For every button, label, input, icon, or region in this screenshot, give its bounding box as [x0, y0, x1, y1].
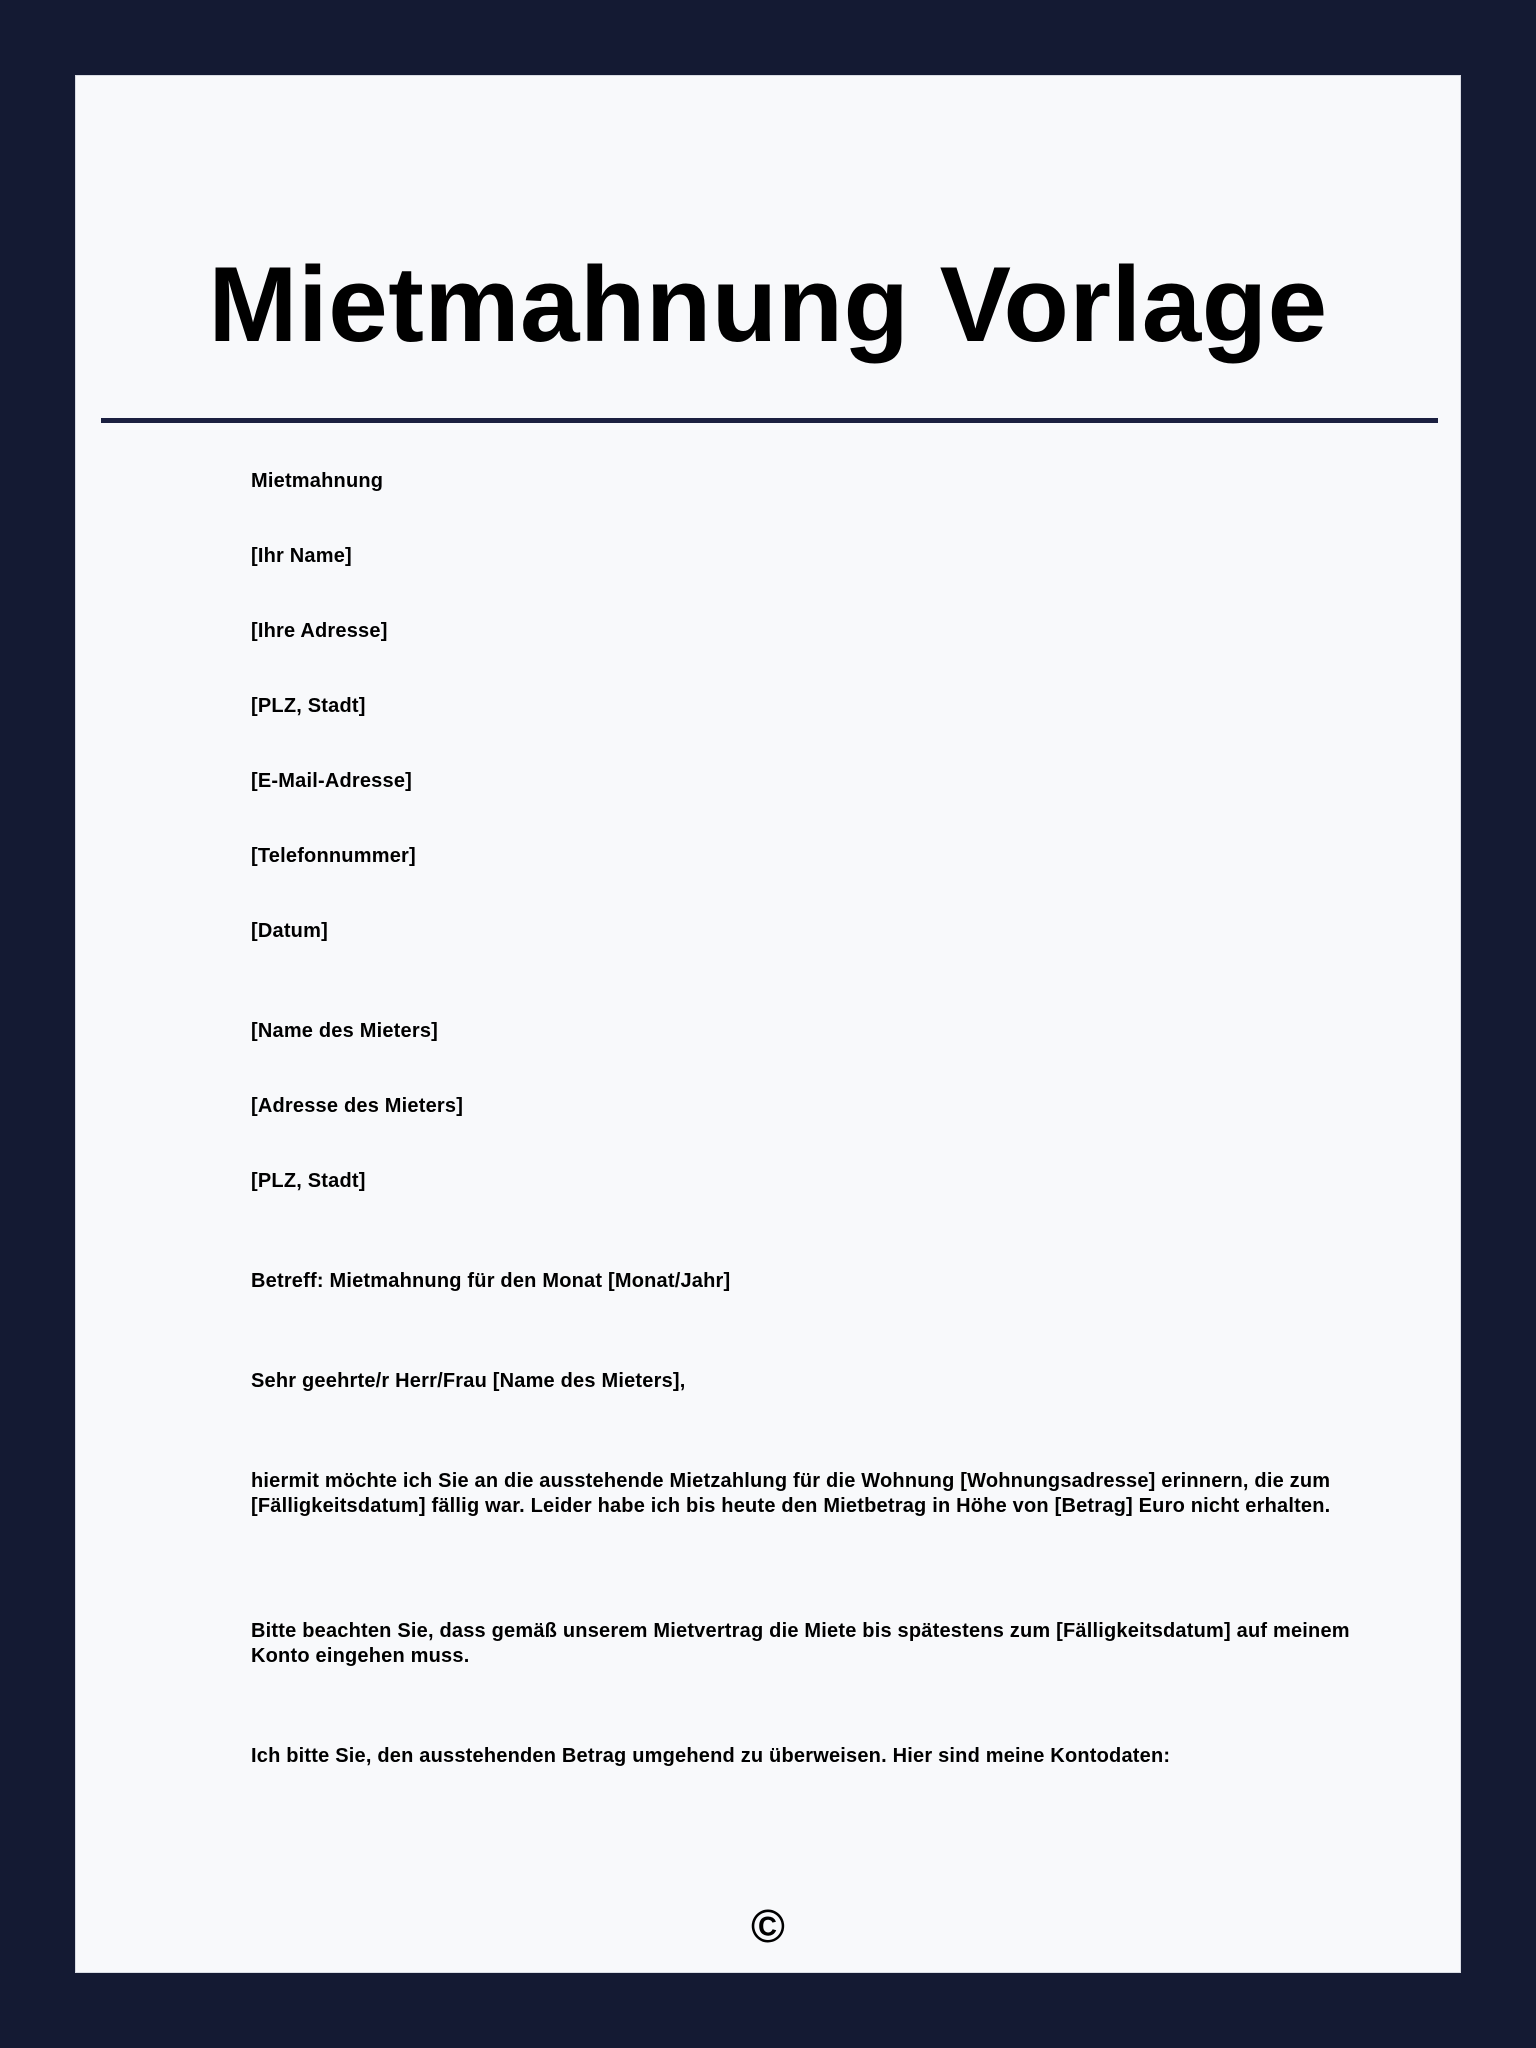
tenant-city: [PLZ, Stadt] — [251, 1170, 366, 1192]
letter-salutation: Sehr geehrte/r Herr/Frau [Name des Mieters], — [251, 1370, 686, 1392]
letter-paragraph-1: hiermit möchte ich Sie an die ausstehende Mietzahlung für die Wohnung [Wohnungsadresse] erinnern, die zum [Fälligkeitsdatum] fällig war. Leider habe ich bis heute den Mietbetrag in Höhe von [Betrag] Euro nicht erhalten. — [251, 1470, 1331, 1517]
copyright-icon: © — [751, 1900, 785, 1952]
letter-paragraph-3: Ich bitte Sie, den ausstehenden Betrag umgehend zu überweisen. Hier sind meine Kontodaten: — [251, 1745, 1171, 1767]
letter-paragraph-2: Bitte beachten Sie, dass gemäß unserem Mietvertrag die Miete bis spätestens zum [Fälligkeitsdatum] auf meinem Konto eingehen muss. — [251, 1620, 1350, 1667]
sender-name: [Ihr Name] — [251, 545, 352, 567]
document-page — [75, 75, 1461, 1973]
document-title: Mietmahnung Vorlage — [208, 244, 1328, 364]
title-divider — [101, 418, 1438, 423]
letter-subject: Betreff: Mietmahnung für den Monat [Monat/Jahr] — [251, 1270, 731, 1292]
sender-address: [Ihre Adresse] — [251, 620, 388, 642]
letter-date: [Datum] — [251, 920, 328, 942]
letter-heading: Mietmahnung — [251, 470, 384, 492]
tenant-address: [Adresse des Mieters] — [251, 1095, 464, 1117]
sender-phone: [Telefonnummer] — [251, 845, 416, 867]
sender-email: [E-Mail-Adresse] — [251, 770, 413, 792]
sender-city: [PLZ, Stadt] — [251, 695, 366, 717]
tenant-name: [Name des Mieters] — [251, 1020, 438, 1042]
